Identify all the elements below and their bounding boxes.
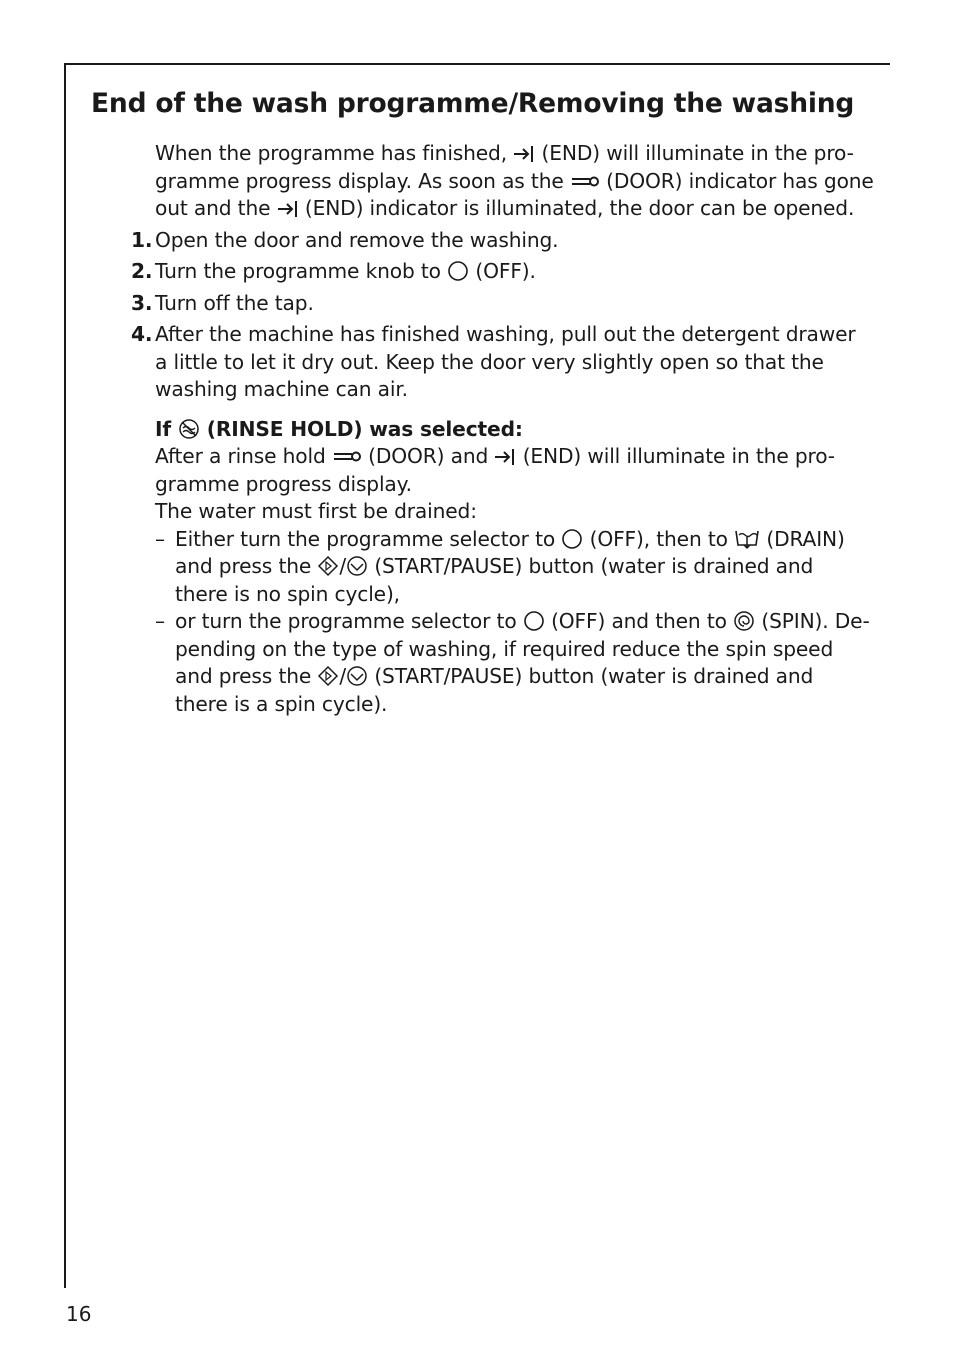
rinse-hold-heading: If (RINSE HOLD) was selected: xyxy=(155,416,523,441)
pause-icon xyxy=(346,555,368,577)
frame-left-rule xyxy=(64,63,66,1288)
door-key-icon xyxy=(570,173,600,189)
door-key-icon xyxy=(332,448,362,464)
off-circle-icon xyxy=(523,610,545,632)
spin-icon xyxy=(733,610,755,632)
start-icon xyxy=(317,665,339,687)
step-number: 4. xyxy=(131,322,153,346)
start-icon xyxy=(317,555,339,577)
drain-options-list xyxy=(155,526,870,719)
step-number: 1. xyxy=(131,227,153,252)
page-title: End of the wash programme/Removing the washing xyxy=(91,88,855,119)
intro-paragraph: When the programme has finished, (END) will illuminate in the pro- gramme progress display. As soon as the (DOOR) indicator has gone out and the (END) indicator is illuminated, the door can be opened. xyxy=(155,141,874,220)
step-number: 2. xyxy=(131,259,153,283)
main-content xyxy=(131,140,874,718)
pause-icon xyxy=(346,665,368,687)
end-arrow-icon xyxy=(494,447,516,467)
drain-icon xyxy=(734,528,760,550)
drain-option: – Either turn the programme selector to (OFF), then to (DRAIN) and press the / (START/PAUSE) button (water is drained and there is no spin cycle), xyxy=(155,526,845,606)
frame-top-rule xyxy=(64,63,890,65)
rinse-hold-icon xyxy=(178,418,200,440)
rinse-hold-note: If (RINSE HOLD) was selected: After a rinse hold (DOOR) and (END) will illuminate in the pro- gramme progress display. The water must first be drained: – Either turn the programme selector to (OFF), then to (DRAIN) and press the / (START/PAUSE) button (water is drained and there is no spin cycle), – or turn the programme selector to (OFF) and then to (SPIN). De- pending on the type of washing, if required reduce the spin speed and press the / (START/PAUSE) button (water is drained and there is a spin cycle). xyxy=(155,416,870,719)
step-item: 3. Turn off the tap. xyxy=(155,290,870,318)
step-item: 4. After the machine has finished washing, pull out the detergent drawer a little to let it dry out. Keep the door very slightly open so that the washing machine can air. xyxy=(131,322,856,401)
off-circle-icon xyxy=(447,260,469,282)
off-circle-icon xyxy=(561,528,583,550)
steps-list xyxy=(131,227,870,404)
drain-option: – or turn the programme selector to (OFF) and then to (SPIN). De- pending on the type of washing, if required reduce the spin speed and press the / (START/PAUSE) button (water is drained and there is a spin cycle). xyxy=(155,609,870,716)
step-item: 2. Turn the programme knob to (OFF). xyxy=(155,258,870,286)
end-arrow-icon xyxy=(277,199,299,219)
end-arrow-icon xyxy=(513,144,535,164)
step-item: 1. Open the door and remove the washing. xyxy=(155,227,870,255)
page-number: 16 xyxy=(66,1302,92,1326)
step-number: 3. xyxy=(131,290,153,315)
